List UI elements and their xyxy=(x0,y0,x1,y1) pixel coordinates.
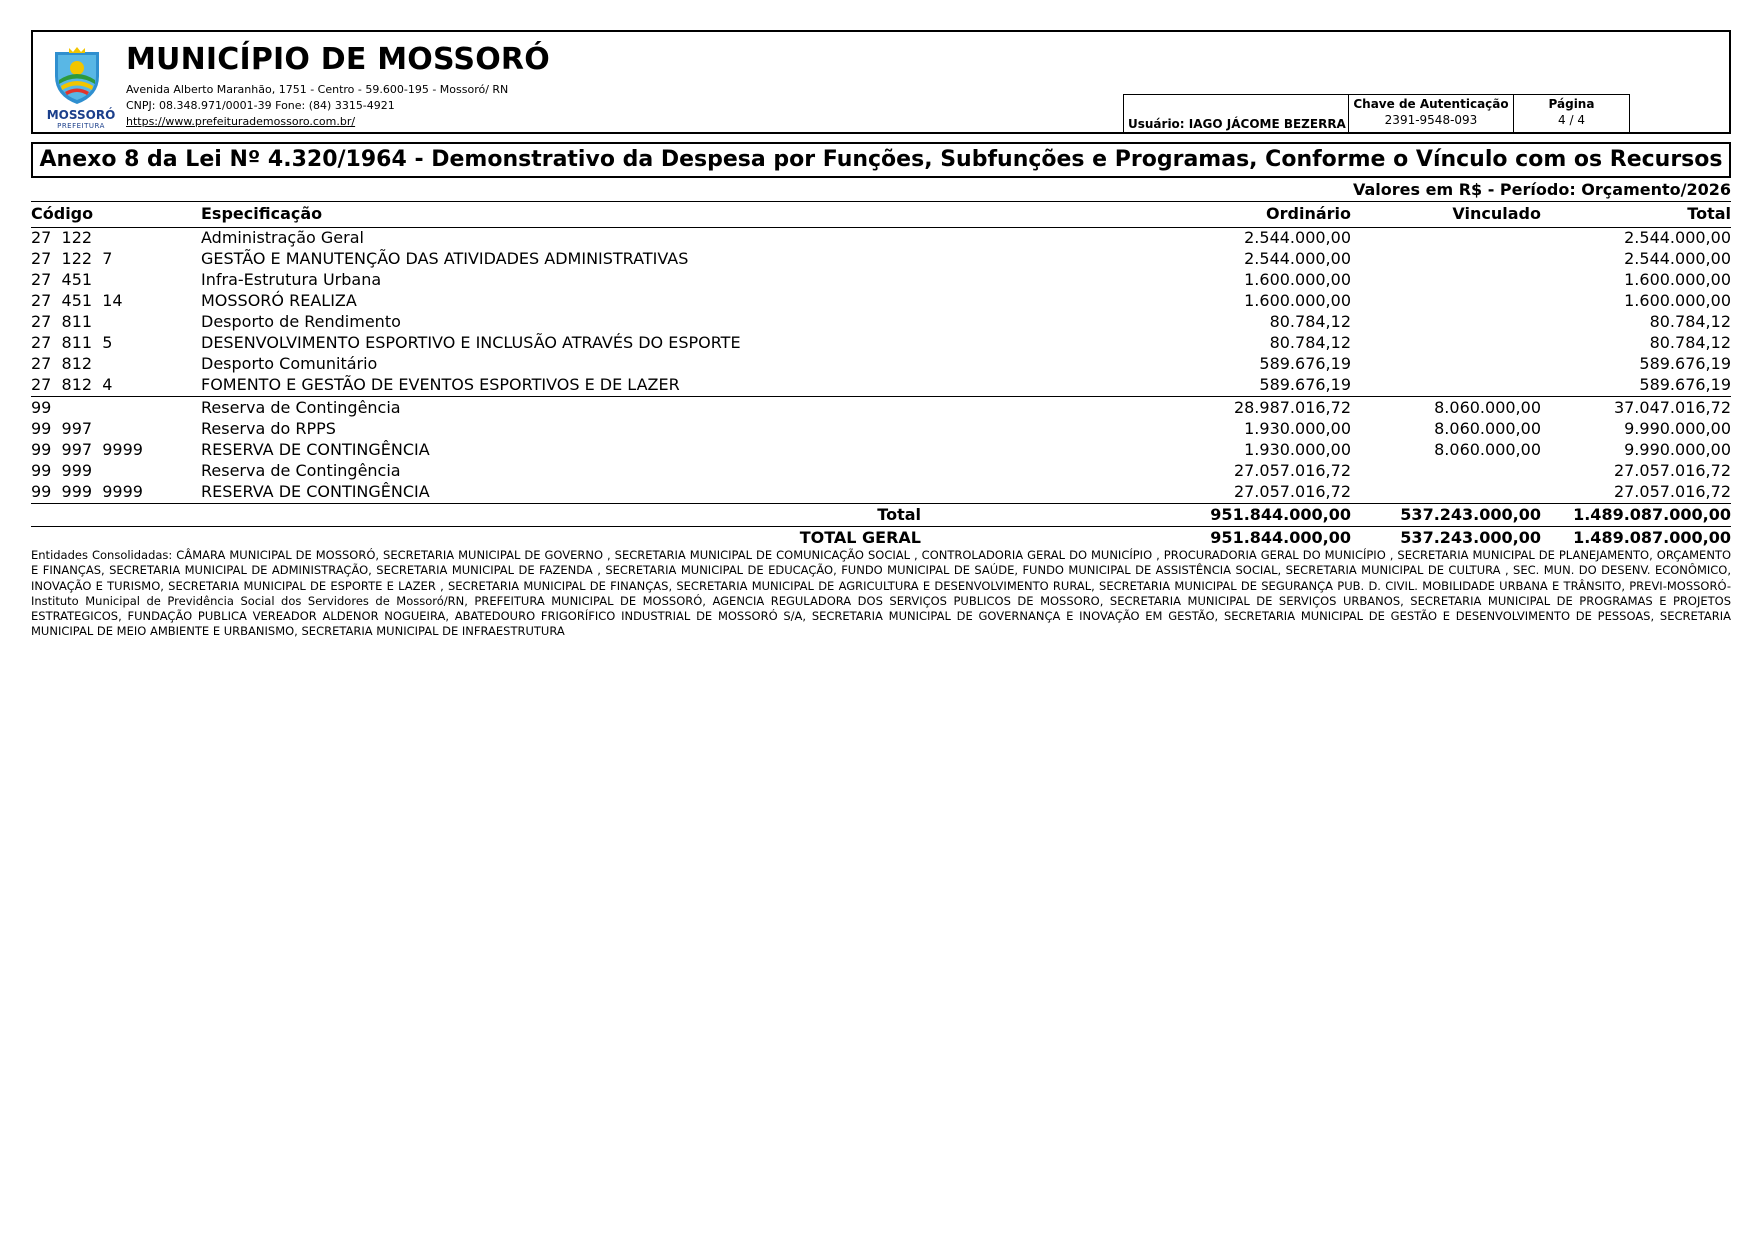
row-spec: Desporto de Rendimento xyxy=(201,312,401,331)
table-row xyxy=(31,312,1731,333)
row-code: 99 999 9999 xyxy=(31,482,143,501)
total-vin: 537.243.000,00 xyxy=(1400,505,1541,524)
row-spec: Infra-Estrutura Urbana xyxy=(201,270,382,289)
row-vin: 8.060.000,00 xyxy=(1434,398,1541,417)
row-tot: 80.784,12 xyxy=(1649,312,1731,331)
table-row xyxy=(31,333,1731,354)
consolidated-entities-note: Entidades Consolidadas: CÂMARA MUNICIPAL DE MOSSORÓ, SECRETARIA MUNICIPAL DE GOVERNO , SECRETARIA MUNICIPAL DE COMUNICAÇÃO SOCIAL , CONTROLADORIA GERAL DO MUNICÍPIO , PROCURADORIA GERAL DO MUNICÍPIO , SECRETARIA MUNICIPAL DE PLANEJAMENTO, ORÇAMENTO E FINANÇAS, SECRETARIA MUNICIPAL DE ADMINISTRAÇÃO, SECRETARIA MUNICIPAL DE FAZENDA , SECRETARIA MUNICIPAL DE EDUCAÇÃO, FUNDO MUNICIPAL DE SAÚDE, FUNDO MUNICIPAL DE ASSISTÊNCIA SOCIAL, SECRETARIA MUNICIPAL DE CULTURA , SEC. MUN. DO DESENV. ECONÔMICO, INOVAÇÃO E TURISMO, SECRETARIA MUNICIPAL DE ESPORTE E LAZER , SECRETARIA MUNICIPAL DE FINANÇAS, SECRETARIA MUNICIPAL DE AGRICULTURA E DESENVOLVIMENTO RURAL, SECRETARIA MUNICIPAL DE SEGURANÇA PUB. D. CIVIL. MOBILIDADE URBANA E TRÂNSITO, PREVI-MOSSORÓ-Instituto Municipal de Previdência Social dos Servidores de Mossoró/RN, PREFEITURA MUNICIPAL DE MOSSORÓ, AGENCIA REGULADORA DOS SERVIÇOS PUBLICOS DE MOSSORO, SECRETARIA MUNICIPAL DE SERVIÇOS URBANOS, SECRETARIA MUNICIPAL DE PROGRAMAS E PROJETOS ESTRATEGICOS, FUNDAÇÃO PUBLICA VEREADOR ALDENOR NOGUEIRA, ABATEDOURO FRIGORÍFICO INDUSTRIAL DE MOSSORÓ S/A, SECRETARIA MUNICIPAL DE GOVERNANÇA E INOVAÇÃO EM GESTÃO, SECRETARIA MUNICIPAL DE GESTÃO E DESENVOLVIMENTO DE PESSOAS, SECRETARIA MUNICIPAL DE MEIO AMBIENTE E URBANISMO, SECRETARIA MUNICIPAL DE INFRAESTRUTURA xyxy=(31,548,1731,639)
municipality-title: MUNICÍPIO DE MOSSORÓ xyxy=(126,42,550,77)
table-row xyxy=(31,461,1731,482)
row-code: 27 811 xyxy=(31,312,93,331)
row-tot: 589.676,19 xyxy=(1639,375,1731,394)
website-link[interactable]: https://www.prefeiturademossoro.com.br/ xyxy=(126,115,356,128)
table-row xyxy=(31,419,1731,440)
col-code-header: Código xyxy=(31,204,94,223)
row-tot: 27.057.016,72 xyxy=(1613,482,1731,501)
table-row xyxy=(31,270,1731,291)
row-tot: 27.057.016,72 xyxy=(1613,461,1731,480)
row-ord: 27.057.016,72 xyxy=(1233,461,1351,480)
divider xyxy=(31,503,1731,504)
page-cell xyxy=(1513,94,1630,134)
table-row xyxy=(31,375,1731,396)
row-code: 27 811 5 xyxy=(31,333,113,352)
row-code: 99 xyxy=(31,398,52,417)
row-spec: Reserva do RPPS xyxy=(201,419,336,438)
row-tot: 2.544.000,00 xyxy=(1624,249,1731,268)
col-spec-header: Especificação xyxy=(201,204,323,223)
table-row xyxy=(31,291,1731,312)
row-tot: 9.990.000,00 xyxy=(1624,419,1731,438)
row-spec: Administração Geral xyxy=(201,228,364,247)
logo-wordmark: MOSSORÓ xyxy=(46,108,116,122)
row-ord: 27.057.016,72 xyxy=(1233,482,1351,501)
row-ord: 1.930.000,00 xyxy=(1244,419,1351,438)
row-spec: RESERVA DE CONTINGÊNCIA xyxy=(201,482,430,501)
page-number: 4 / 4 xyxy=(1558,113,1585,127)
grand-total-vin: 537.243.000,00 xyxy=(1400,528,1541,547)
row-tot: 9.990.000,00 xyxy=(1624,440,1731,459)
auth-key-cell xyxy=(1348,94,1513,134)
row-ord: 28.987.016,72 xyxy=(1233,398,1351,417)
divider xyxy=(31,396,1731,397)
row-spec: FOMENTO E GESTÃO DE EVENTOS ESPORTIVOS E DE LAZER xyxy=(201,375,680,394)
row-tot: 589.676,19 xyxy=(1639,354,1731,373)
user-cell xyxy=(1123,94,1348,134)
logo-subtitle: PREFEITURA xyxy=(57,122,105,130)
total-label: Total xyxy=(877,505,921,524)
row-vin: 8.060.000,00 xyxy=(1434,440,1541,459)
auth-key-value: 2391-9548-093 xyxy=(1384,113,1478,127)
table-row xyxy=(31,249,1731,270)
row-tot: 37.047.016,72 xyxy=(1613,398,1731,417)
table-header xyxy=(31,204,1731,225)
row-code: 27 122 7 xyxy=(31,249,113,268)
row-code: 99 997 xyxy=(31,419,93,438)
row-tot: 1.600.000,00 xyxy=(1624,291,1731,310)
col-vin-header: Vinculado xyxy=(1452,204,1541,223)
grand-total-row xyxy=(31,528,1731,549)
divider xyxy=(31,526,1731,527)
row-code: 99 997 9999 xyxy=(31,440,143,459)
auth-key-label: Chave de Autenticação xyxy=(1353,97,1509,111)
page-label: Página xyxy=(1548,97,1595,111)
row-code: 27 451 xyxy=(31,270,93,289)
row-spec: Desporto Comunitário xyxy=(201,354,378,373)
coat-of-arms-icon xyxy=(41,46,113,108)
table-row xyxy=(31,482,1731,503)
total-tot: 1.489.087.000,00 xyxy=(1573,505,1731,524)
row-spec: MOSSORÓ REALIZA xyxy=(201,291,357,310)
row-ord: 2.544.000,00 xyxy=(1244,228,1351,247)
row-code: 27 812 4 xyxy=(31,375,113,394)
row-tot: 80.784,12 xyxy=(1649,333,1731,352)
grand-total-tot: 1.489.087.000,00 xyxy=(1573,528,1731,547)
row-spec: Reserva de Contingência xyxy=(201,461,401,480)
address-line: Avenida Alberto Maranhão, 1751 - Centro - 59.600-195 - Mossoró/ RN xyxy=(126,83,509,96)
col-tot-header: Total xyxy=(1687,204,1731,223)
grand-total-label: TOTAL GERAL xyxy=(799,528,921,547)
row-ord: 2.544.000,00 xyxy=(1244,249,1351,268)
table-row xyxy=(31,440,1731,461)
row-vin: 8.060.000,00 xyxy=(1434,419,1541,438)
row-ord: 80.784,12 xyxy=(1269,312,1351,331)
row-ord: 80.784,12 xyxy=(1269,333,1351,352)
row-code: 27 812 xyxy=(31,354,93,373)
row-ord: 589.676,19 xyxy=(1259,375,1351,394)
table-row xyxy=(31,228,1731,249)
row-spec: Reserva de Contingência xyxy=(201,398,401,417)
row-spec: DESENVOLVIMENTO ESPORTIVO E INCLUSÃO ATRAVÉS DO ESPORTE xyxy=(201,333,741,352)
row-code: 99 999 xyxy=(31,461,93,480)
divider xyxy=(31,201,1731,202)
row-tot: 2.544.000,00 xyxy=(1624,228,1731,247)
row-ord: 1.600.000,00 xyxy=(1244,270,1351,289)
total-ord: 951.844.000,00 xyxy=(1210,505,1351,524)
row-ord: 1.600.000,00 xyxy=(1244,291,1351,310)
row-ord: 1.930.000,00 xyxy=(1244,440,1351,459)
total-row xyxy=(31,505,1731,526)
period-label: Valores em R$ - Período: Orçamento/2026 xyxy=(1352,180,1731,199)
row-tot: 1.600.000,00 xyxy=(1624,270,1731,289)
grand-total-ord: 951.844.000,00 xyxy=(1210,528,1351,547)
report-title-box xyxy=(31,142,1731,178)
row-code: 27 451 14 xyxy=(31,291,123,310)
report-header xyxy=(31,30,1731,134)
row-code: 27 122 xyxy=(31,228,93,247)
col-ord-header: Ordinário xyxy=(1266,204,1351,223)
user-label: Usuário: IAGO JÁCOME BEZERRA xyxy=(1128,117,1346,131)
report-title: Anexo 8 da Lei Nº 4.320/1964 - Demonstrativo da Despesa por Funções, Subfunções e Programas, Conforme o Vínculo com os Recursos xyxy=(39,147,1723,172)
cnpj-line: CNPJ: 08.348.971/0001-39 Fone: (84) 3315-4921 xyxy=(126,99,395,112)
row-spec: GESTÃO E MANUTENÇÃO DAS ATIVIDADES ADMINISTRATIVAS xyxy=(201,249,689,268)
row-spec: RESERVA DE CONTINGÊNCIA xyxy=(201,440,430,459)
row-ord: 589.676,19 xyxy=(1259,354,1351,373)
table-row xyxy=(31,354,1731,375)
table-row xyxy=(31,398,1731,419)
municipality-logo xyxy=(41,46,116,130)
